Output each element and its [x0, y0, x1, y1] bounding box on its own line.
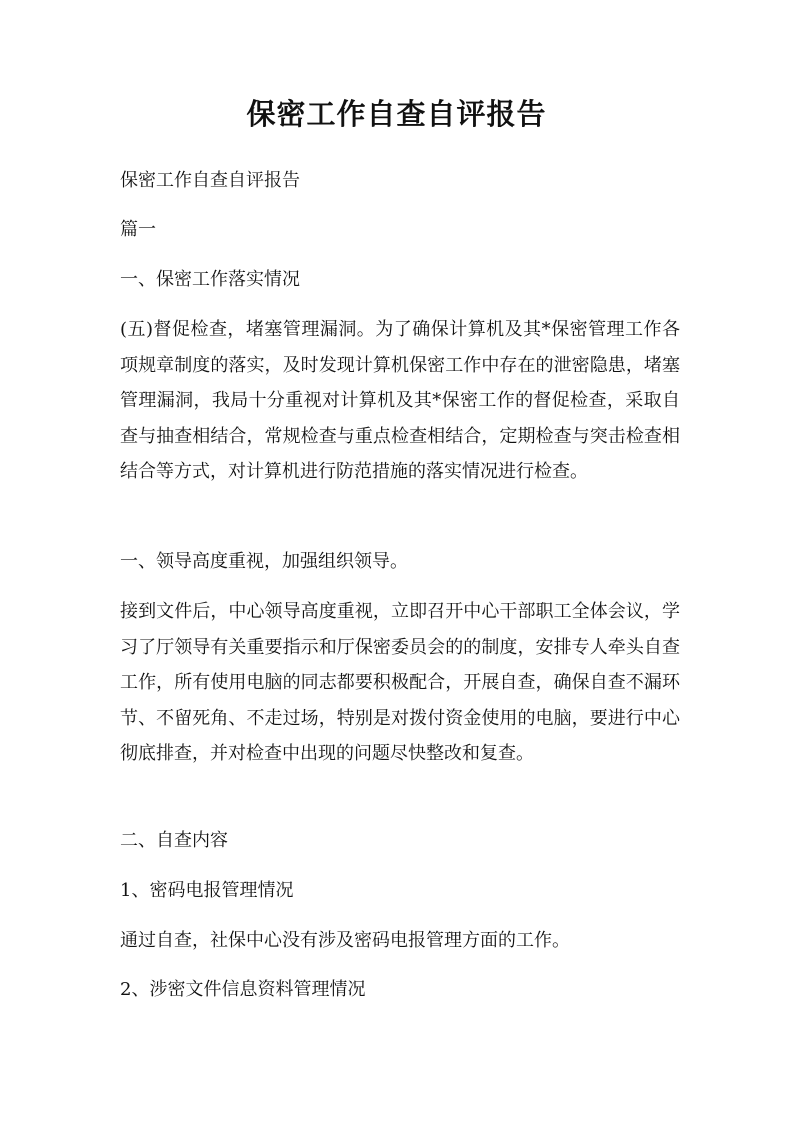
- paragraph-1: (五)督促检查，堵塞管理漏洞。为了确保计算机及其*保密管理工作各项规章制度的落实，及时发现计算机保密工作中存在的泄密隐患，堵塞管理漏洞，我局十分重视对计算机及其*保密工作的督促检查，采取自查与抽查相结合，常规检查与重点检查相结合，定期检查与突击检查相结合等方式，对计算机进行防范措施的落实情况进行检查。: [120, 319, 680, 483]
- section-heading-3: 二、自查内容: [120, 830, 228, 851]
- section-heading-1: 一、保密工作落实情况: [120, 269, 300, 290]
- item-heading-2: 2、涉密文件信息资料管理情况: [120, 979, 366, 1000]
- section-heading-2: 一、领导高度重视，加强组织领导。: [120, 551, 408, 572]
- item-heading-1: 1、密码电报管理情况: [120, 880, 294, 901]
- item-text-1: 通过自查，社保中心没有涉及密码电报管理方面的工作。: [120, 930, 570, 951]
- paragraph-2: 接到文件后，中心领导高度重视，立即召开中心干部职工全体会议，学习了厅领导有关重要指示和厅保密委员会的的制度，安排专人牵头自查工作，所有使用电脑的同志都要积极配合，开展自查，确保自查不漏环节、不留死角、不走过场，特别是对拨付资金使用的电脑，要进行中心彻底排查，并对检查中出现的问题尽快整改和复查。: [120, 601, 680, 765]
- document-subtitle: 保密工作自查自评报告: [120, 170, 300, 191]
- part-label: 篇一: [120, 219, 156, 240]
- document-title: 保密工作自查自评报告: [246, 97, 547, 131]
